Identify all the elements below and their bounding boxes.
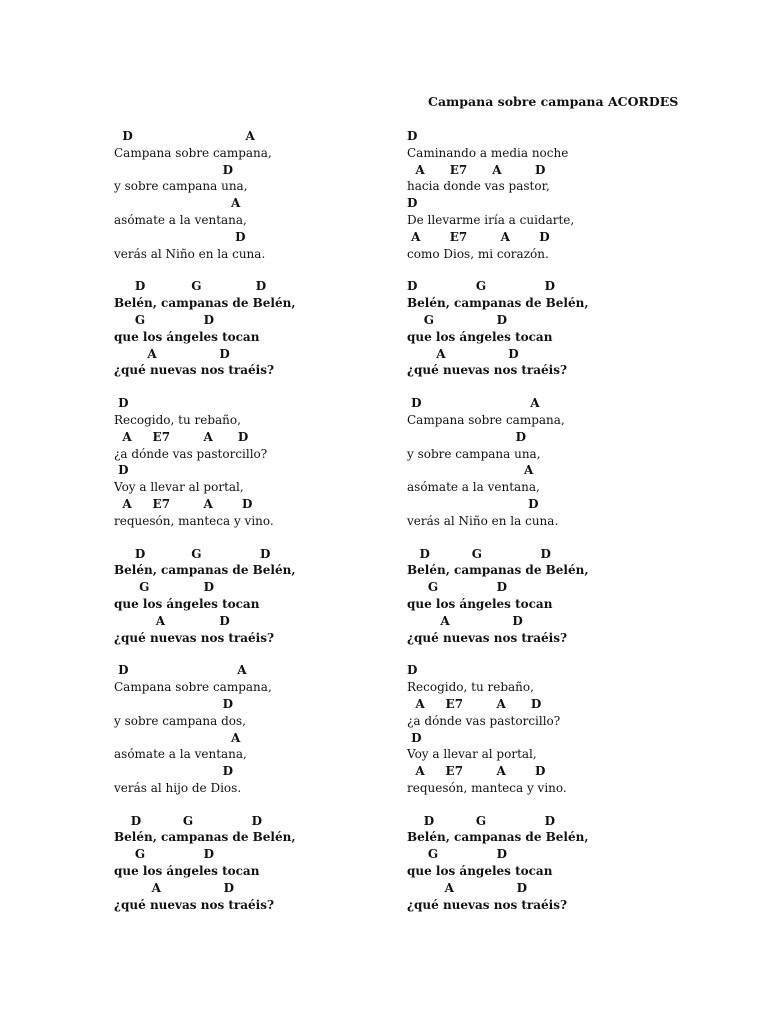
lyric-line: que los ángeles tocan bbox=[407, 329, 553, 344]
chord-line: A D bbox=[114, 880, 234, 895]
chord-line: D A bbox=[114, 129, 255, 143]
chord-line: G D bbox=[407, 847, 508, 862]
chord-line: D G D bbox=[114, 813, 263, 828]
lyric-line: ¿qué nuevas nos traéis? bbox=[114, 363, 275, 378]
lyric-line: que los ángeles tocan bbox=[114, 329, 260, 344]
lyric-line: Caminando a media noche bbox=[407, 145, 569, 160]
chord-line: A bbox=[114, 196, 241, 211]
lyric-line: requesón, manteca y vino. bbox=[407, 780, 567, 795]
right-column bbox=[407, 128, 727, 929]
lyric-line: que los ángeles tocan bbox=[407, 864, 553, 879]
chord-line: D G D bbox=[407, 546, 551, 561]
chord-line: D bbox=[407, 196, 418, 211]
chord-line: D A bbox=[407, 396, 540, 411]
lyric-line: Recogido, tu rebaño, bbox=[407, 680, 534, 695]
chord-line: A E7 A D bbox=[114, 496, 253, 511]
lyric-line: Voy a llevar al portal, bbox=[407, 747, 537, 762]
chord-line: A E7 A D bbox=[114, 429, 249, 444]
lyric-line: y sobre campana dos, bbox=[114, 713, 246, 728]
lyric-line: hacia donde vas pastor, bbox=[407, 179, 550, 194]
chord-line: D bbox=[407, 730, 422, 745]
chord-line: A E7 A D bbox=[407, 162, 546, 177]
chord-line: D A bbox=[114, 663, 247, 678]
lyric-line: ¿a dónde vas pastorcillo? bbox=[114, 446, 268, 461]
chord-line: G D bbox=[114, 580, 215, 595]
chord-line: A E7 A D bbox=[407, 696, 542, 711]
chord-line: D bbox=[407, 429, 527, 444]
lyric-line: Belén, campanas de Belén, bbox=[407, 296, 589, 311]
chord-line: D bbox=[407, 129, 418, 143]
lyric-line: asómate a la ventana, bbox=[114, 212, 247, 227]
chord-line: D bbox=[407, 496, 539, 511]
lyric-line: Voy a llevar al portal, bbox=[114, 480, 244, 495]
lyric-line: verás al Niño en la cuna. bbox=[114, 246, 266, 261]
chorus-block bbox=[114, 813, 434, 914]
chord-line: A bbox=[114, 730, 241, 745]
lyric-line: y sobre campana una, bbox=[114, 179, 248, 194]
lyric-line: ¿qué nuevas nos traéis? bbox=[407, 363, 568, 378]
lyric-line: Campana sobre campana, bbox=[114, 680, 272, 695]
lyric-line: ¿qué nuevas nos traéis? bbox=[114, 630, 275, 645]
lyric-line: Recogido, tu rebaño, bbox=[114, 412, 241, 427]
chord-line: D bbox=[114, 764, 234, 779]
chord-line: A D bbox=[407, 346, 519, 361]
lyric-line: y sobre campana una, bbox=[407, 446, 541, 461]
verse-block bbox=[407, 128, 727, 262]
chorus-block bbox=[407, 546, 727, 647]
lyric-line: requesón, manteca y vino. bbox=[114, 513, 274, 528]
chord-line: D bbox=[114, 396, 129, 411]
lyric-line: ¿a dónde vas pastorcillo? bbox=[407, 713, 561, 728]
lyric-line: asómate a la ventana, bbox=[407, 480, 540, 495]
chord-line: G D bbox=[407, 312, 508, 327]
chorus-block bbox=[114, 546, 434, 647]
lyric-line: Campana sobre campana, bbox=[114, 145, 272, 160]
chorus-block bbox=[407, 813, 727, 914]
lyric-line: como Dios, mi corazón. bbox=[407, 246, 549, 261]
lyric-line: Belén, campanas de Belén, bbox=[114, 563, 296, 578]
chord-line: A D bbox=[114, 346, 230, 361]
chord-line: D bbox=[114, 162, 234, 177]
lyric-line: Belén, campanas de Belén, bbox=[114, 296, 296, 311]
lyric-line: ¿qué nuevas nos traéis? bbox=[114, 897, 275, 912]
verse-block bbox=[114, 662, 434, 796]
chord-line: D bbox=[114, 229, 246, 244]
chord-line: A D bbox=[114, 613, 230, 628]
chord-line: G D bbox=[114, 312, 215, 327]
lyric-line: Belén, campanas de Belén, bbox=[114, 830, 296, 845]
chord-line: D bbox=[114, 696, 234, 711]
verse-block bbox=[407, 395, 727, 529]
lyric-line: verás al hijo de Dios. bbox=[114, 780, 242, 795]
chord-line: D G D bbox=[114, 546, 271, 561]
left-column bbox=[114, 128, 434, 929]
chorus-block bbox=[407, 278, 727, 379]
lyric-line: ¿qué nuevas nos traéis? bbox=[407, 630, 568, 645]
lyric-line: Campana sobre campana, bbox=[407, 412, 565, 427]
chord-line: A E7 A D bbox=[407, 764, 546, 779]
chord-line: A bbox=[407, 463, 534, 478]
chord-line: G D bbox=[407, 580, 508, 595]
chord-line: D G D bbox=[114, 279, 267, 294]
lyric-line: que los ángeles tocan bbox=[407, 596, 553, 611]
lyric-line: ¿qué nuevas nos traéis? bbox=[407, 897, 568, 912]
page-title: Campana sobre campana ACORDES bbox=[428, 94, 679, 109]
chord-line: D bbox=[407, 663, 418, 678]
lyric-line: verás al Niño en la cuna. bbox=[407, 513, 559, 528]
chord-line: D G D bbox=[407, 279, 556, 294]
verse-block bbox=[407, 662, 727, 796]
lyric-line: que los ángeles tocan bbox=[114, 864, 260, 879]
verse-block bbox=[114, 128, 434, 262]
chord-line: A E7 A D bbox=[407, 229, 550, 244]
verse-block bbox=[114, 395, 434, 529]
chord-line: G D bbox=[114, 847, 215, 862]
chord-line: A D bbox=[407, 880, 527, 895]
lyric-line: asómate a la ventana, bbox=[114, 747, 247, 762]
chord-line: D G D bbox=[407, 813, 556, 828]
lyric-line: que los ángeles tocan bbox=[114, 596, 260, 611]
chord-line: D bbox=[114, 463, 129, 478]
lyric-line: Belén, campanas de Belén, bbox=[407, 830, 589, 845]
chord-line: A D bbox=[407, 613, 523, 628]
lyric-line: Belén, campanas de Belén, bbox=[407, 563, 589, 578]
chorus-block bbox=[114, 278, 434, 379]
lyric-line: De llevarme iría a cuidarte, bbox=[407, 212, 575, 227]
